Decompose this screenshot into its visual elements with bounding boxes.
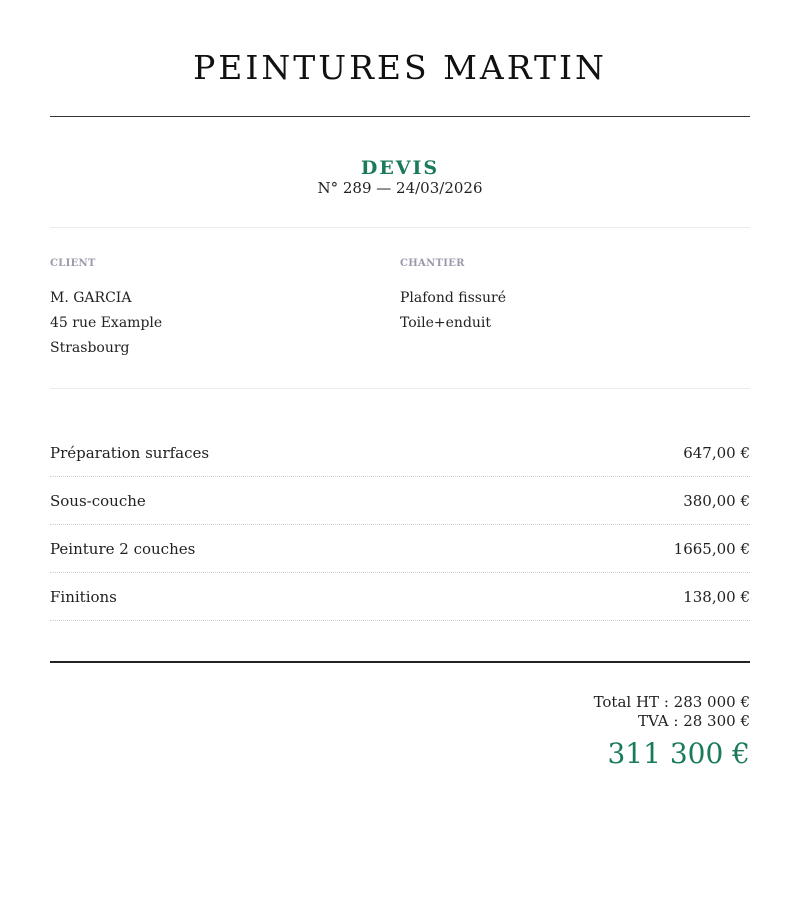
client-label: CLIENT	[50, 258, 96, 269]
site-line-2: Toile+enduit	[400, 315, 492, 331]
site-block	[400, 258, 750, 388]
line-item	[50, 525, 750, 573]
line-item-amount: 380,00 €	[683, 491, 750, 510]
line-items	[50, 389, 750, 621]
total-tva: TVA : 28 300 €	[637, 712, 750, 730]
line-item-amount: 1665,00 €	[673, 539, 750, 558]
quote-document	[50, 0, 750, 771]
document-header	[50, 117, 750, 227]
line-item	[50, 573, 750, 621]
totals-block	[50, 663, 750, 771]
client-city: Strasbourg	[50, 340, 130, 356]
line-item-amount: 647,00 €	[683, 443, 750, 462]
document-number-date: N° 289 — 24/03/2026	[317, 179, 483, 197]
line-item-description: Peinture 2 couches	[50, 539, 196, 558]
line-item-description: Préparation surfaces	[50, 443, 210, 462]
line-item-description: Sous-couche	[50, 491, 146, 510]
client-block	[50, 258, 400, 388]
total-ttc: 311 300 €	[607, 737, 750, 770]
client-name: M. GARCIA	[50, 290, 132, 306]
company-name: PEINTURES MARTIN	[193, 48, 607, 87]
site-label: CHANTIER	[400, 258, 465, 269]
client-address: 45 rue Example	[50, 315, 163, 331]
parties-section	[50, 228, 750, 388]
line-item	[50, 477, 750, 525]
total-ht: Total HT : 283 000 €	[593, 693, 750, 711]
site-line-1: Plafond fissuré	[400, 290, 506, 306]
line-item-amount: 138,00 €	[683, 587, 750, 606]
line-item-description: Finitions	[50, 587, 117, 606]
line-item	[50, 429, 750, 477]
document-type: DEVIS	[360, 157, 440, 179]
